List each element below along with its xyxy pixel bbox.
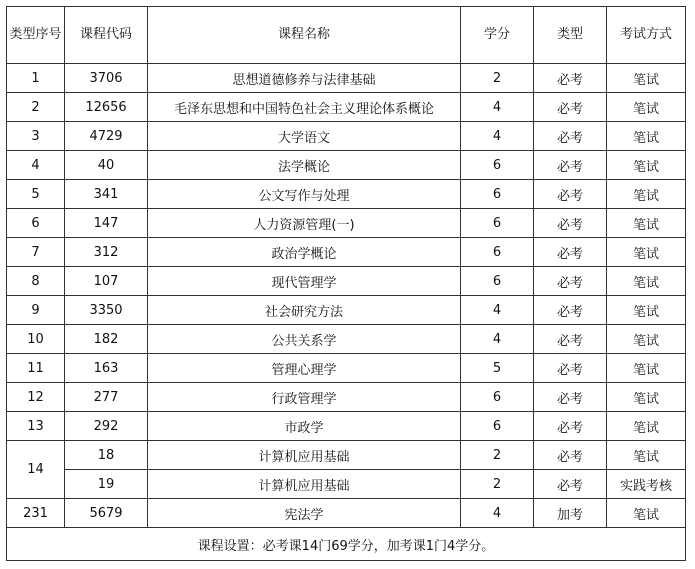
cell-credit: 4 <box>461 296 534 325</box>
cell-seq: 7 <box>7 238 65 267</box>
cell-type: 必考 <box>534 267 607 296</box>
cell-exam: 笔试 <box>607 441 686 470</box>
table-row <box>7 64 686 93</box>
cell-exam: 笔试 <box>607 180 686 209</box>
table-row <box>7 151 686 180</box>
cell-type: 必考 <box>534 64 607 93</box>
table-row <box>7 470 686 499</box>
cell-type: 加考 <box>534 499 607 528</box>
cell-exam: 笔试 <box>607 383 686 412</box>
cell-type: 必考 <box>534 354 607 383</box>
cell-credit: 4 <box>461 325 534 354</box>
cell-name: 思想道德修养与法律基础 <box>148 64 461 93</box>
cell-code: 182 <box>65 325 148 354</box>
cell-exam: 笔试 <box>607 93 686 122</box>
cell-name: 市政学 <box>148 412 461 441</box>
cell-seq: 231 <box>7 499 65 528</box>
cell-seq: 8 <box>7 267 65 296</box>
header-code: 课程代码 <box>65 7 148 64</box>
cell-type: 必考 <box>534 383 607 412</box>
cell-name: 大学语文 <box>148 122 461 151</box>
cell-code: 19 <box>65 470 148 499</box>
cell-code: 40 <box>65 151 148 180</box>
cell-credit: 6 <box>461 383 534 412</box>
header-type: 类型 <box>534 7 607 64</box>
cell-name: 政治学概论 <box>148 238 461 267</box>
cell-credit: 6 <box>461 180 534 209</box>
cell-seq: 14 <box>7 441 65 499</box>
cell-type: 必考 <box>534 470 607 499</box>
table-row <box>7 296 686 325</box>
cell-name: 管理心理学 <box>148 354 461 383</box>
cell-credit: 6 <box>461 238 534 267</box>
cell-type: 必考 <box>534 180 607 209</box>
header-credit: 学分 <box>461 7 534 64</box>
cell-seq: 3 <box>7 122 65 151</box>
cell-name: 宪法学 <box>148 499 461 528</box>
cell-credit: 6 <box>461 151 534 180</box>
cell-credit: 6 <box>461 267 534 296</box>
table-row <box>7 354 686 383</box>
cell-credit: 2 <box>461 64 534 93</box>
cell-exam: 笔试 <box>607 296 686 325</box>
cell-exam: 笔试 <box>607 64 686 93</box>
cell-seq: 9 <box>7 296 65 325</box>
cell-code: 312 <box>65 238 148 267</box>
cell-credit: 4 <box>461 93 534 122</box>
cell-exam: 实践考核 <box>607 470 686 499</box>
cell-exam: 笔试 <box>607 325 686 354</box>
cell-type: 必考 <box>534 238 607 267</box>
cell-code: 3350 <box>65 296 148 325</box>
header-exam: 考试方式 <box>607 7 686 64</box>
cell-type: 必考 <box>534 93 607 122</box>
cell-seq: 1 <box>7 64 65 93</box>
cell-name: 现代管理学 <box>148 267 461 296</box>
cell-type: 必考 <box>534 412 607 441</box>
cell-seq: 13 <box>7 412 65 441</box>
cell-name: 计算机应用基础 <box>148 441 461 470</box>
table-row <box>7 238 686 267</box>
cell-name: 公文写作与处理 <box>148 180 461 209</box>
table-row <box>7 267 686 296</box>
cell-code: 4729 <box>65 122 148 151</box>
cell-code: 147 <box>65 209 148 238</box>
table-row <box>7 93 686 122</box>
cell-seq: 6 <box>7 209 65 238</box>
course-table <box>6 6 686 561</box>
course-summary-note: 课程设置：必考课14门69学分，加考课1门4学分。 <box>7 528 686 561</box>
cell-type: 必考 <box>534 441 607 470</box>
table-row <box>7 122 686 151</box>
header-row <box>7 7 686 64</box>
cell-exam: 笔试 <box>607 238 686 267</box>
table-header <box>7 7 686 64</box>
table-row <box>7 412 686 441</box>
cell-credit: 4 <box>461 499 534 528</box>
cell-exam: 笔试 <box>607 412 686 441</box>
cell-seq: 11 <box>7 354 65 383</box>
cell-type: 必考 <box>534 325 607 354</box>
cell-code: 18 <box>65 441 148 470</box>
table-row <box>7 209 686 238</box>
cell-name: 毛泽东思想和中国特色社会主义理论体系概论 <box>148 93 461 122</box>
cell-exam: 笔试 <box>607 209 686 238</box>
cell-type: 必考 <box>534 296 607 325</box>
cell-seq: 4 <box>7 151 65 180</box>
cell-exam: 笔试 <box>607 354 686 383</box>
table-row <box>7 325 686 354</box>
cell-exam: 笔试 <box>607 499 686 528</box>
table-row <box>7 383 686 412</box>
table-footer <box>7 528 686 561</box>
cell-seq: 2 <box>7 93 65 122</box>
cell-name: 社会研究方法 <box>148 296 461 325</box>
cell-code: 277 <box>65 383 148 412</box>
cell-exam: 笔试 <box>607 122 686 151</box>
cell-name: 公共关系学 <box>148 325 461 354</box>
cell-code: 292 <box>65 412 148 441</box>
table-body <box>7 64 686 528</box>
table-row <box>7 441 686 470</box>
cell-credit: 2 <box>461 470 534 499</box>
cell-type: 必考 <box>534 209 607 238</box>
header-name: 课程名称 <box>148 7 461 64</box>
cell-credit: 5 <box>461 354 534 383</box>
cell-name: 法学概论 <box>148 151 461 180</box>
cell-name: 人力资源管理(一) <box>148 209 461 238</box>
cell-credit: 4 <box>461 122 534 151</box>
cell-credit: 6 <box>461 209 534 238</box>
cell-credit: 2 <box>461 441 534 470</box>
cell-type: 必考 <box>534 122 607 151</box>
cell-code: 3706 <box>65 64 148 93</box>
cell-seq: 10 <box>7 325 65 354</box>
table-row <box>7 180 686 209</box>
cell-code: 341 <box>65 180 148 209</box>
cell-credit: 6 <box>461 412 534 441</box>
cell-seq: 5 <box>7 180 65 209</box>
cell-code: 163 <box>65 354 148 383</box>
footer-row <box>7 528 686 561</box>
cell-code: 107 <box>65 267 148 296</box>
cell-code: 12656 <box>65 93 148 122</box>
cell-code: 5679 <box>65 499 148 528</box>
cell-seq: 12 <box>7 383 65 412</box>
header-seq: 类型序号 <box>7 7 65 64</box>
course-table-container <box>6 6 686 561</box>
table-row <box>7 499 686 528</box>
cell-name: 计算机应用基础 <box>148 470 461 499</box>
cell-exam: 笔试 <box>607 267 686 296</box>
cell-exam: 笔试 <box>607 151 686 180</box>
cell-name: 行政管理学 <box>148 383 461 412</box>
cell-type: 必考 <box>534 151 607 180</box>
